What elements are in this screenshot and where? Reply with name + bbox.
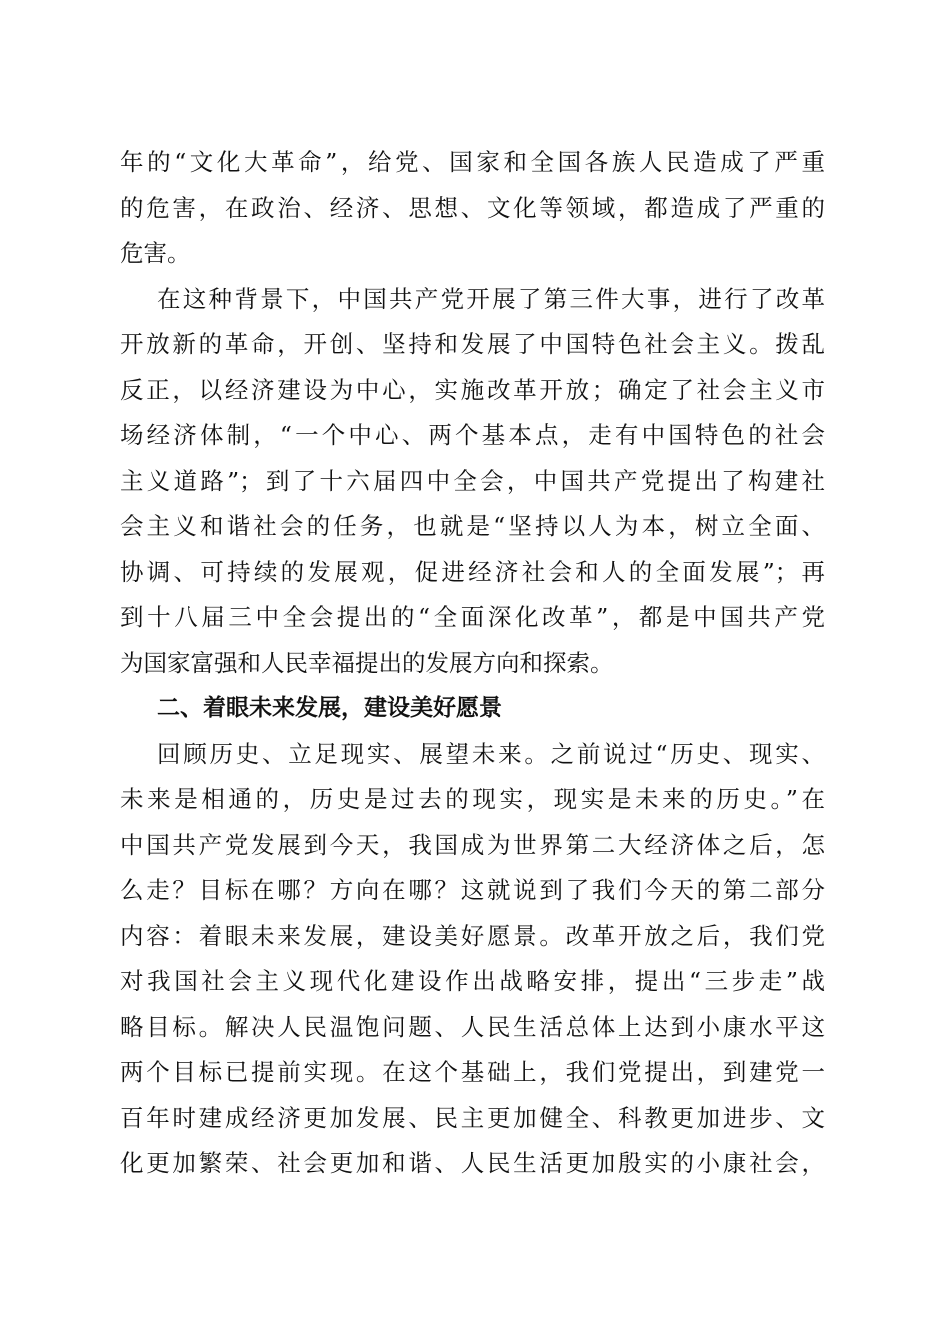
text-line: 年的“文化大革命”，给党、国家和全国各族人民造成了严重	[120, 148, 825, 176]
text-line: 两个目标已提前实现。在这个基础上，我们党提出，到建党一	[120, 1058, 825, 1086]
text-line: 中国共产党发展到今天，我国成为世界第二大经济体之后，怎	[120, 830, 825, 859]
text-line: 主义道路”；到了十六届四中全会，中国共产党提出了构建社	[120, 466, 825, 495]
text-line: 在这种背景下，中国共产党开展了第三件大事，进行了改革	[157, 284, 825, 313]
text-line: 对我国社会主义现代化建设作出战略安排，提出“三步走”战	[120, 967, 825, 995]
paragraph-3	[120, 732, 825, 1187]
text-line: 内容：着眼未来发展，建设美好愿景。改革开放之后，我们党	[120, 921, 825, 950]
text-line: 开放新的革命，开创、坚持和发展了中国特色社会主义。拨乱	[120, 330, 825, 358]
text-line: 危害。	[120, 239, 191, 267]
text-line: 协调、可持续的发展观，促进经济社会和人的全面发展”；再	[120, 557, 825, 586]
text-line: 么走？目标在哪？方向在哪？这就说到了我们今天的第二部分	[120, 876, 825, 904]
text-line: 为国家富强和人民幸福提出的发展方向和探索。	[120, 648, 614, 677]
text-line: 的危害，在政治、经济、思想、文化等领域，都造成了严重的	[120, 193, 825, 222]
text-line: 反正，以经济建设为中心，实施改革开放；确定了社会主义市	[120, 375, 825, 404]
paragraph-1	[120, 140, 825, 277]
document-body	[120, 140, 825, 1187]
text-line: 化更加繁荣、社会更加和谐、人民生活更加殷实的小康社会，	[120, 1149, 825, 1177]
text-line: 略目标。解决人民温饱问题、人民生活总体上达到小康水平这	[120, 1012, 825, 1041]
text-line: 会主义和谐社会的任务，也就是“坚持以人为本，树立全面、	[120, 512, 825, 540]
text-line: 场经济体制，“一个中心、两个基本点，走有中国特色的社会	[120, 421, 825, 449]
text-line: 到十八届三中全会提出的“全面深化改革”，都是中国共产党	[120, 603, 825, 631]
text-line: 百年时建成经济更加发展、民主更加健全、科教更加进步、文	[120, 1103, 825, 1132]
paragraph-2	[120, 277, 825, 687]
text-line: 回顾历史、立足现实、展望未来。之前说过“历史、现实、	[157, 739, 825, 768]
section-heading: 二、着眼未来发展，建设美好愿景	[157, 695, 502, 721]
text-line: 未来是相通的，历史是过去的现实，现实是未来的历史。”在	[120, 785, 825, 813]
